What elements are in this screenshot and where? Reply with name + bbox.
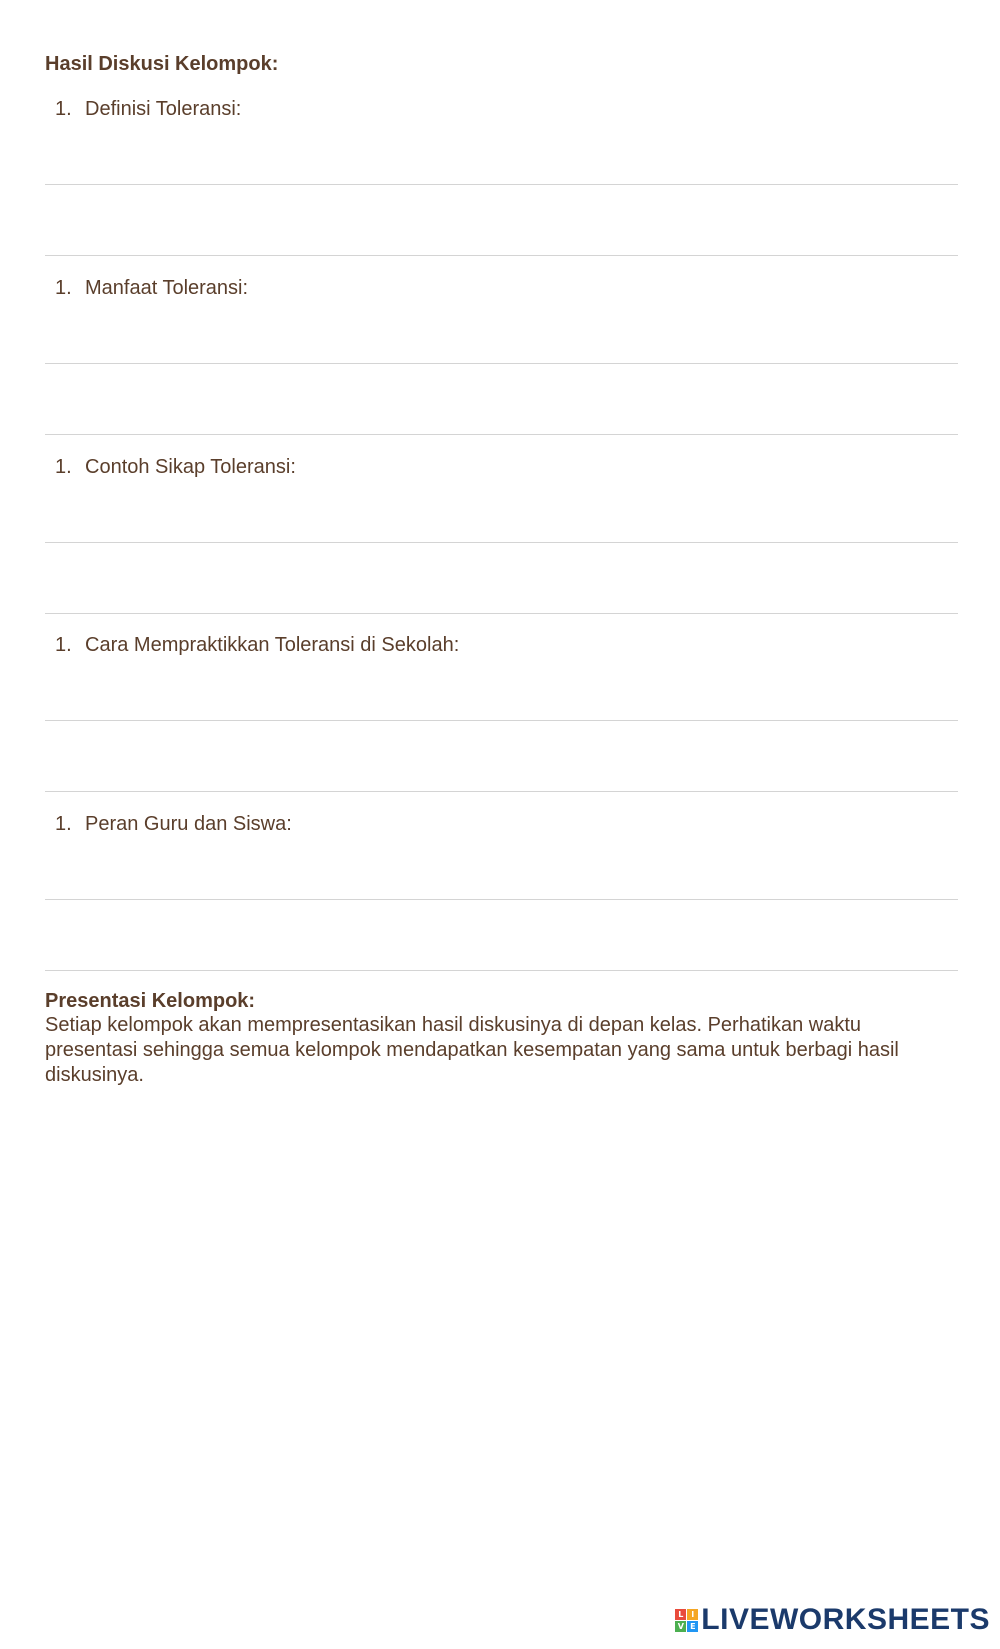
item-text: Peran Guru dan Siswa: <box>85 813 292 835</box>
item-number: 1. <box>55 277 72 299</box>
discussion-heading: Hasil Diskusi Kelompok: <box>45 53 279 75</box>
answer-line-1[interactable] <box>45 184 958 185</box>
presentation-heading: Presentasi Kelompok: <box>45 990 256 1012</box>
answer-line-2[interactable] <box>45 434 958 435</box>
answer-line-1[interactable] <box>45 899 958 900</box>
item-number: 1. <box>55 456 72 478</box>
answer-line-2[interactable] <box>45 970 958 971</box>
item-number: 1. <box>55 98 72 120</box>
logo-text: LIVEWORKSHEETS <box>701 1603 990 1636</box>
item-label <box>55 634 459 657</box>
item-text: Contoh Sikap Toleransi: <box>85 456 296 478</box>
item-number: 1. <box>55 813 72 835</box>
answer-line-1[interactable] <box>45 542 958 543</box>
logo-letter: L <box>675 1609 686 1620</box>
answer-line-2[interactable] <box>45 791 958 792</box>
item-text: Cara Mempraktikkan Toleransi di Sekolah: <box>85 634 460 656</box>
answer-line-1[interactable] <box>45 720 958 721</box>
discussion-item-roles <box>45 813 958 992</box>
logo-letter: E <box>687 1621 698 1632</box>
discussion-item-practice-at-school <box>45 634 958 813</box>
discussion-item-benefits <box>45 277 958 456</box>
item-text: Definisi Toleransi: <box>85 98 242 120</box>
item-label <box>55 98 241 121</box>
logo-letter: V <box>675 1621 686 1632</box>
liveworksheets-logo-icon <box>675 1609 698 1632</box>
item-label <box>55 456 296 479</box>
item-number: 1. <box>55 634 72 656</box>
logo-letter: I <box>687 1609 698 1620</box>
item-label <box>55 277 248 300</box>
discussion-item-examples <box>45 456 958 635</box>
answer-line-1[interactable] <box>45 363 958 364</box>
item-text: Manfaat Toleransi: <box>85 277 249 299</box>
presentation-body: Setiap kelompok akan mempresentasikan hasil diskusinya di depan kelas. Perhatikan waktu presentasi sehingga semua kelompok mendapatkan kesempatan yang sama untuk berbagi hasil diskusinya. <box>45 1014 899 1086</box>
item-label <box>55 813 292 836</box>
discussion-item-definition <box>45 98 958 277</box>
answer-line-2[interactable] <box>45 255 958 256</box>
liveworksheets-logo <box>675 1603 990 1637</box>
answer-line-2[interactable] <box>45 613 958 614</box>
